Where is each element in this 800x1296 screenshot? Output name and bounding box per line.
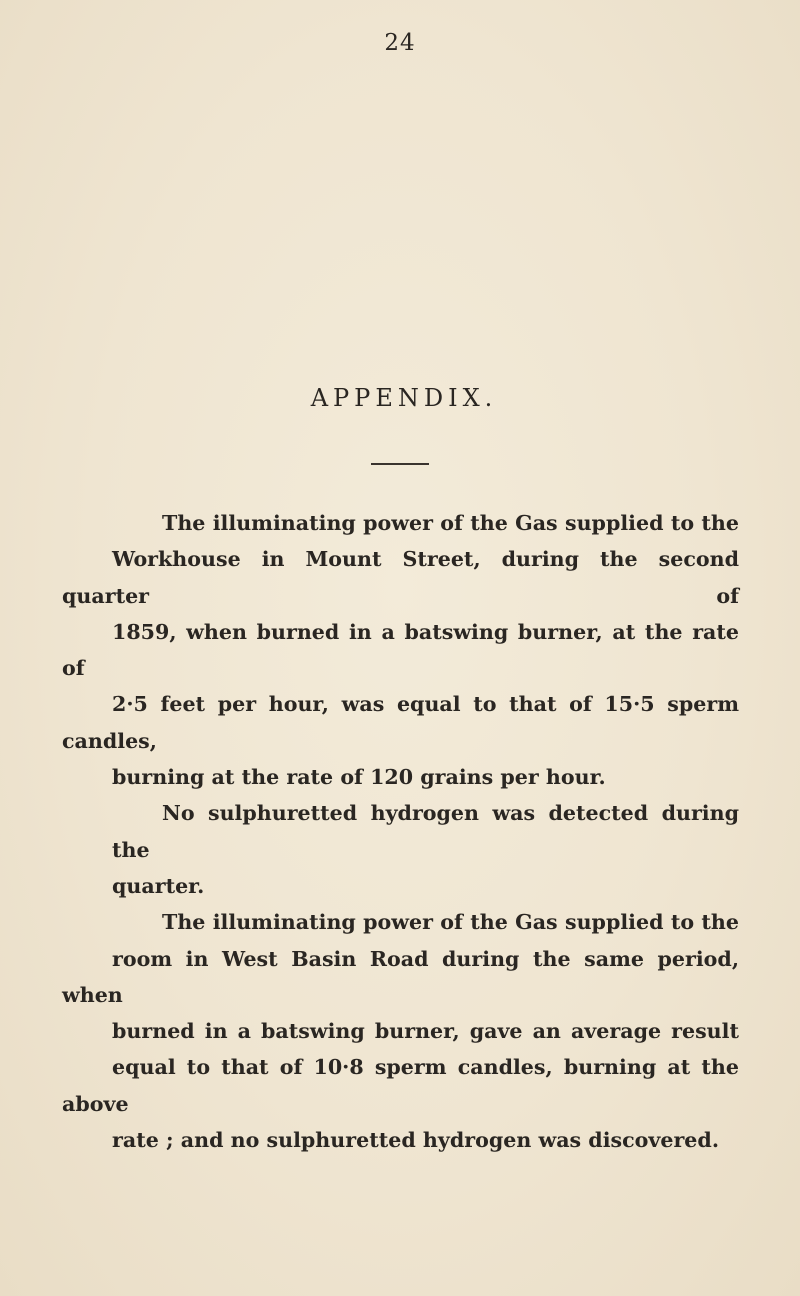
text-line: No sulphuretted hydrogen was detected during the [112,801,739,862]
text-line: burning at the rate of 120 grains per hour. [112,765,606,790]
body-text [62,505,739,1158]
paragraph-gas-workhouse [62,505,739,795]
text-line: 1859, when burned in a batswing burner, at the rate of [62,619,739,681]
page-number: 24 [384,30,416,56]
appendix-heading: APPENDIX. [310,384,498,412]
text-line: The illuminating power of the Gas supplied to the [162,910,739,935]
paragraph-no-sulphuretted-hydrogen [62,795,739,904]
text-line: room in West Basin Road during the same period, when [62,946,739,1007]
heading-divider [371,463,429,465]
text-line: burned in a batswing burner, gave an average result [112,1019,739,1044]
text-line: quarter. [112,873,205,898]
text-line: equal to that of 10·8 sperm candles, burning at the above [62,1055,739,1116]
text-line: Workhouse in Mount Street, during the second quarter of [62,547,739,608]
paragraph-gas-west-basin-road [62,904,739,1158]
text-line: The illuminating power of the Gas supplied to the [162,511,739,535]
text-line: 2·5 feet per hour, was equal to that of 15·5 sperm candles, [62,692,739,753]
text-line: rate ; and no sulphuretted hydrogen was discovered. [112,1128,719,1153]
